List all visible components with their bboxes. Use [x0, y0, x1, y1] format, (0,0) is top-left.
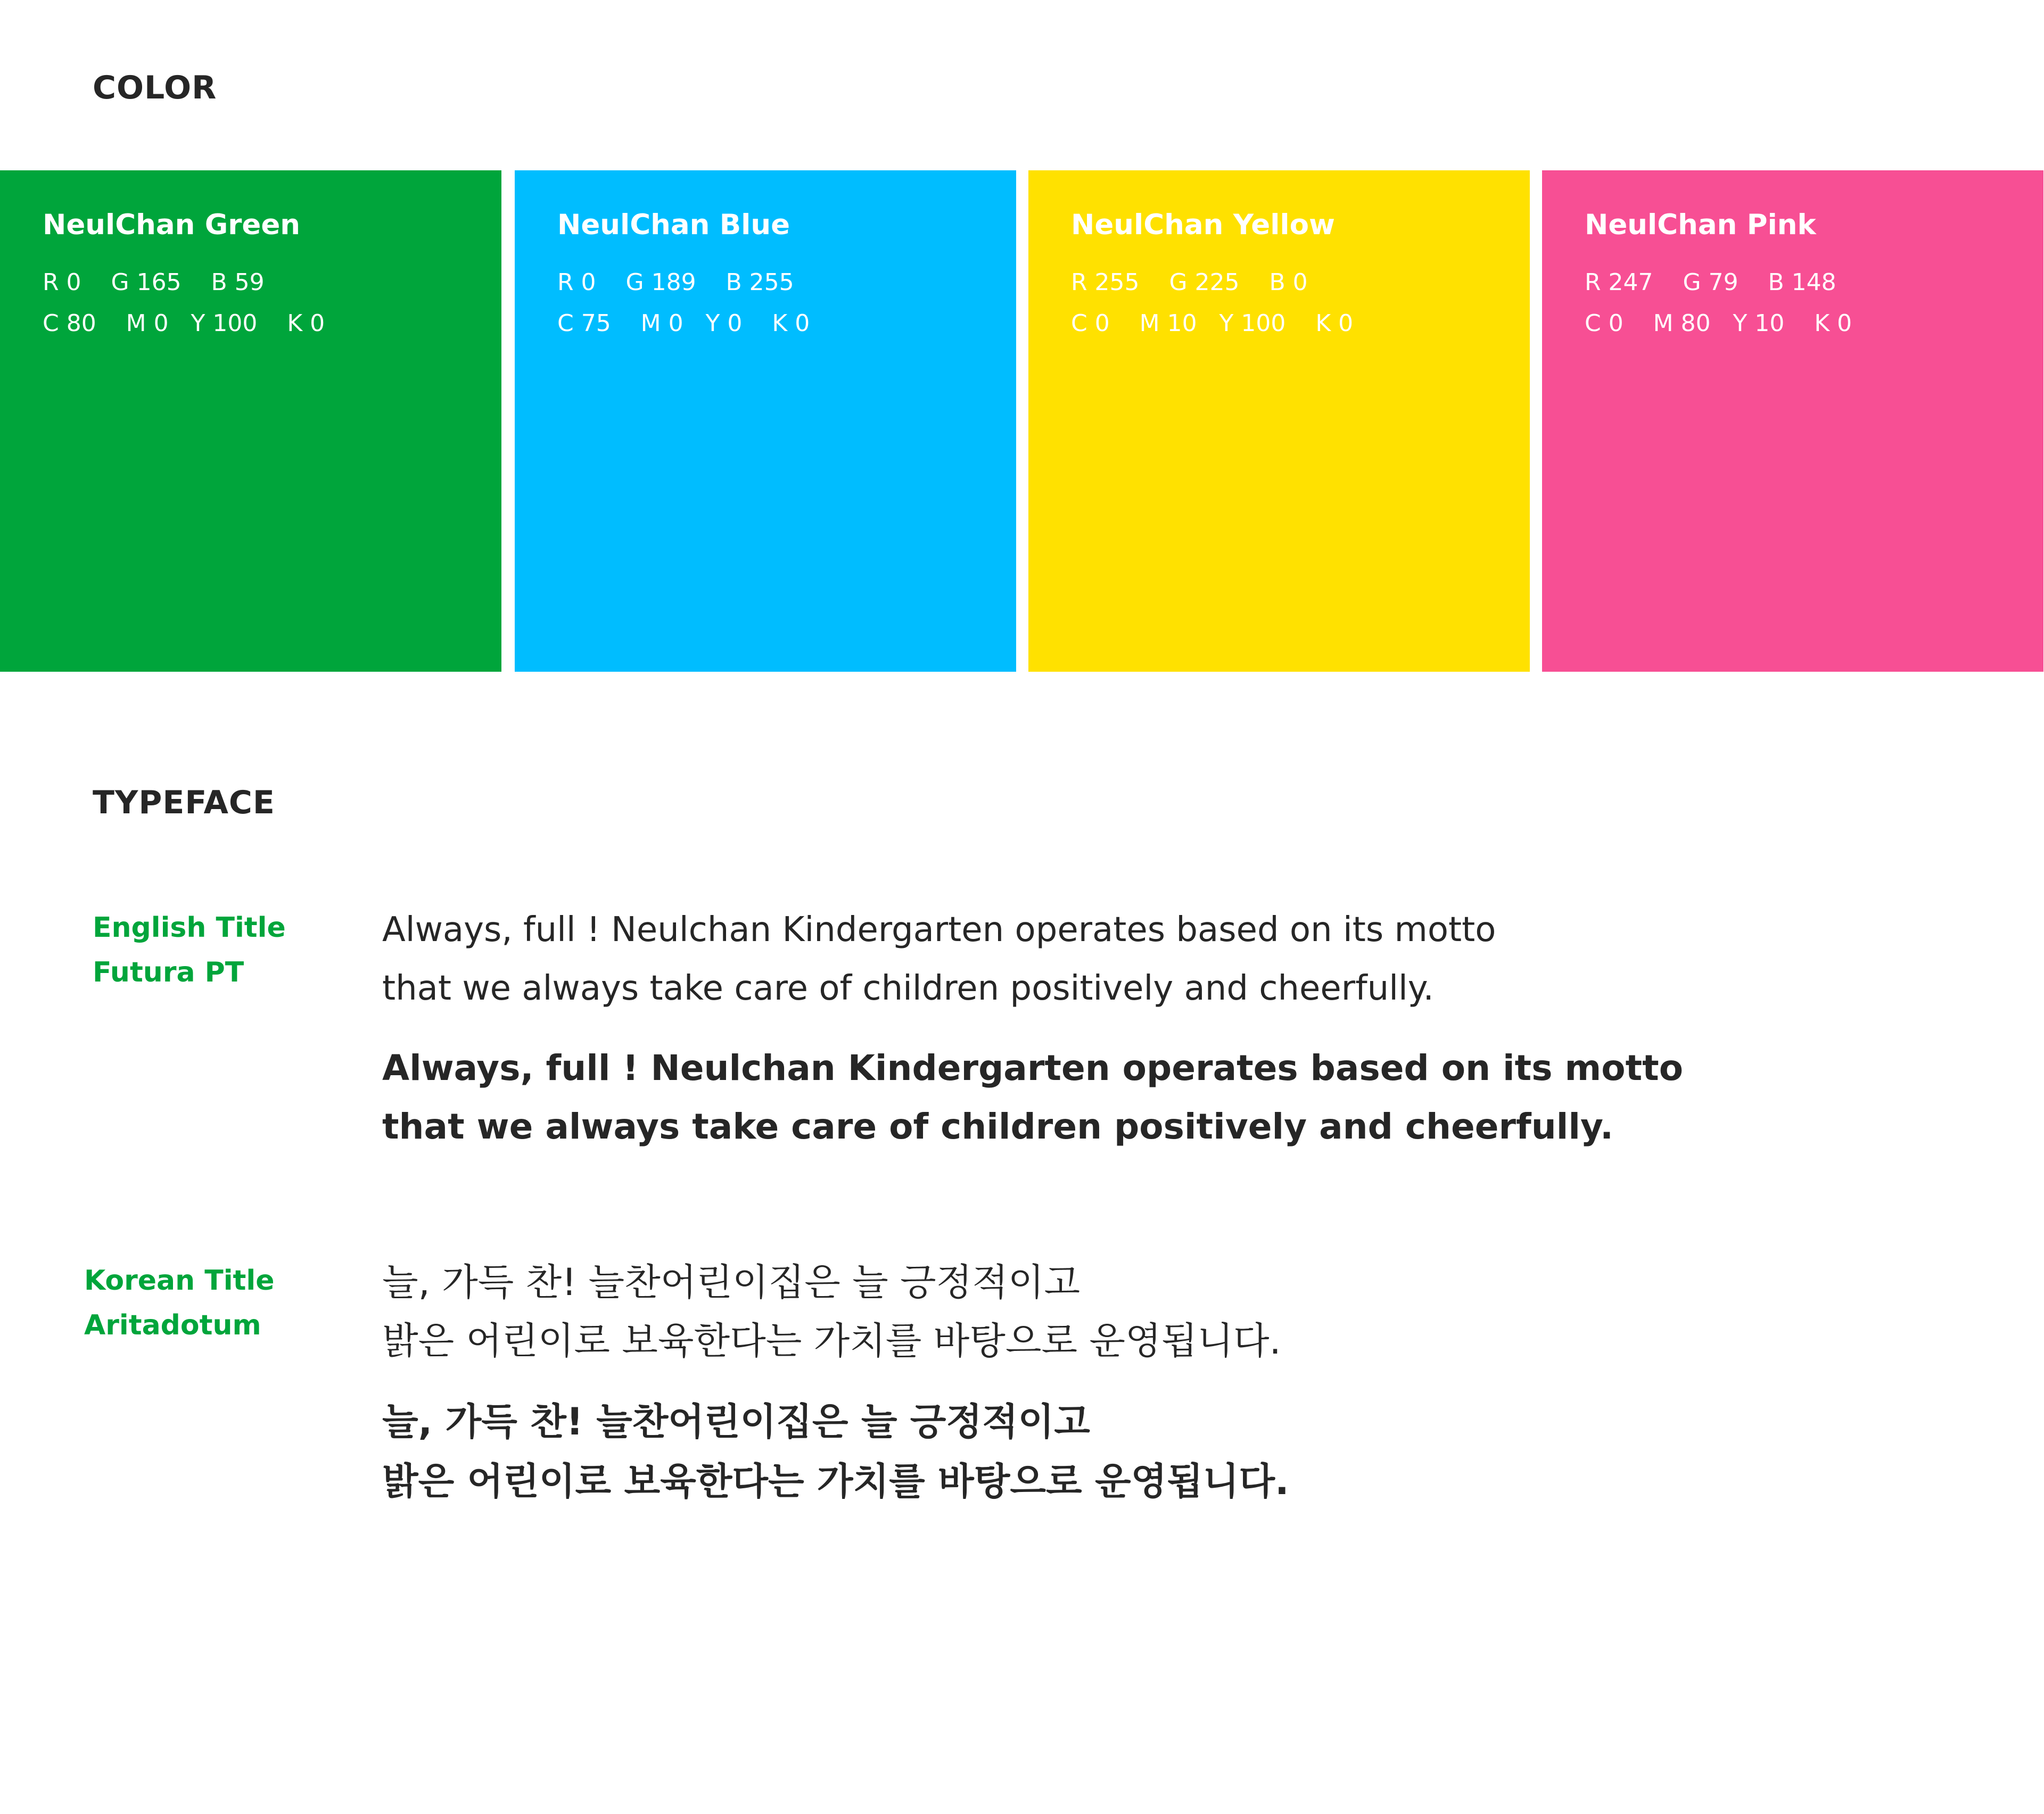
sample-line: 밝은 어린이로 보육한다는 가치를 바탕으로 운영됩니다. — [382, 1460, 1289, 1503]
korean-title-label: Korean Title — [84, 1265, 275, 1297]
sample-line: that we always take care of children positively and cheerfully. — [382, 969, 1434, 1008]
sample-line: 늘, 가득 찬! 늘찬어린이집은 늘 긍정적이고 — [382, 1400, 1090, 1444]
swatch-blue — [515, 170, 1016, 672]
swatch-rgb-values: R 255 G 225 B 0 — [1071, 269, 1308, 296]
korean-typeface-label — [84, 1258, 274, 1348]
sample-line: 늘, 가득 찬! 늘찬어린이집은 늘 긍정적이고 — [382, 1260, 1081, 1304]
sample-line: Always, full ! Neulchan Kindergarten operates based on its motto — [382, 1048, 1684, 1089]
swatch-rgb-values: R 0 G 189 B 255 — [557, 269, 794, 296]
swatch-rgb-values: R 247 G 79 B 148 — [1585, 269, 1836, 296]
korean-regular-sample — [382, 1253, 1281, 1370]
swatch-cmyk-values: C 0 M 10 Y 100 K 0 — [1071, 310, 1354, 337]
sample-line: 밝은 어린이로 보육한다는 가치를 바탕으로 운영됩니다. — [382, 1319, 1281, 1363]
sample-line: Always, full ! Neulchan Kindergarten operates based on its motto — [382, 910, 1496, 950]
swatch-pink — [1542, 170, 2043, 672]
korean-font-name: Aritadotum — [84, 1309, 261, 1341]
swatch-yellow — [1028, 170, 1530, 672]
swatch-name: NeulChan Yellow — [1071, 209, 1335, 241]
english-font-name: Futura PT — [93, 957, 244, 988]
swatch-cmyk-values: C 75 M 0 Y 0 K 0 — [557, 310, 810, 337]
typeface-section-title: TYPEFACE — [93, 784, 275, 821]
english-bold-sample — [382, 1039, 1683, 1156]
english-regular-sample — [382, 901, 1496, 1018]
swatch-name: NeulChan Pink — [1585, 209, 1816, 241]
swatch-name: NeulChan Green — [43, 209, 301, 241]
swatch-name: NeulChan Blue — [557, 209, 790, 241]
english-title-label: English Title — [93, 912, 286, 944]
swatch-cmyk-values: C 80 M 0 Y 100 K 0 — [43, 310, 325, 337]
swatch-rgb-values: R 0 G 165 B 59 — [43, 269, 265, 296]
english-typeface-label — [93, 905, 286, 995]
swatch-green — [0, 170, 501, 672]
sample-line: that we always take care of children positively and cheerfully. — [382, 1106, 1614, 1147]
korean-bold-sample — [382, 1392, 1289, 1511]
color-section-title: COLOR — [93, 69, 217, 106]
swatch-cmyk-values: C 0 M 80 Y 10 K 0 — [1585, 310, 1852, 337]
